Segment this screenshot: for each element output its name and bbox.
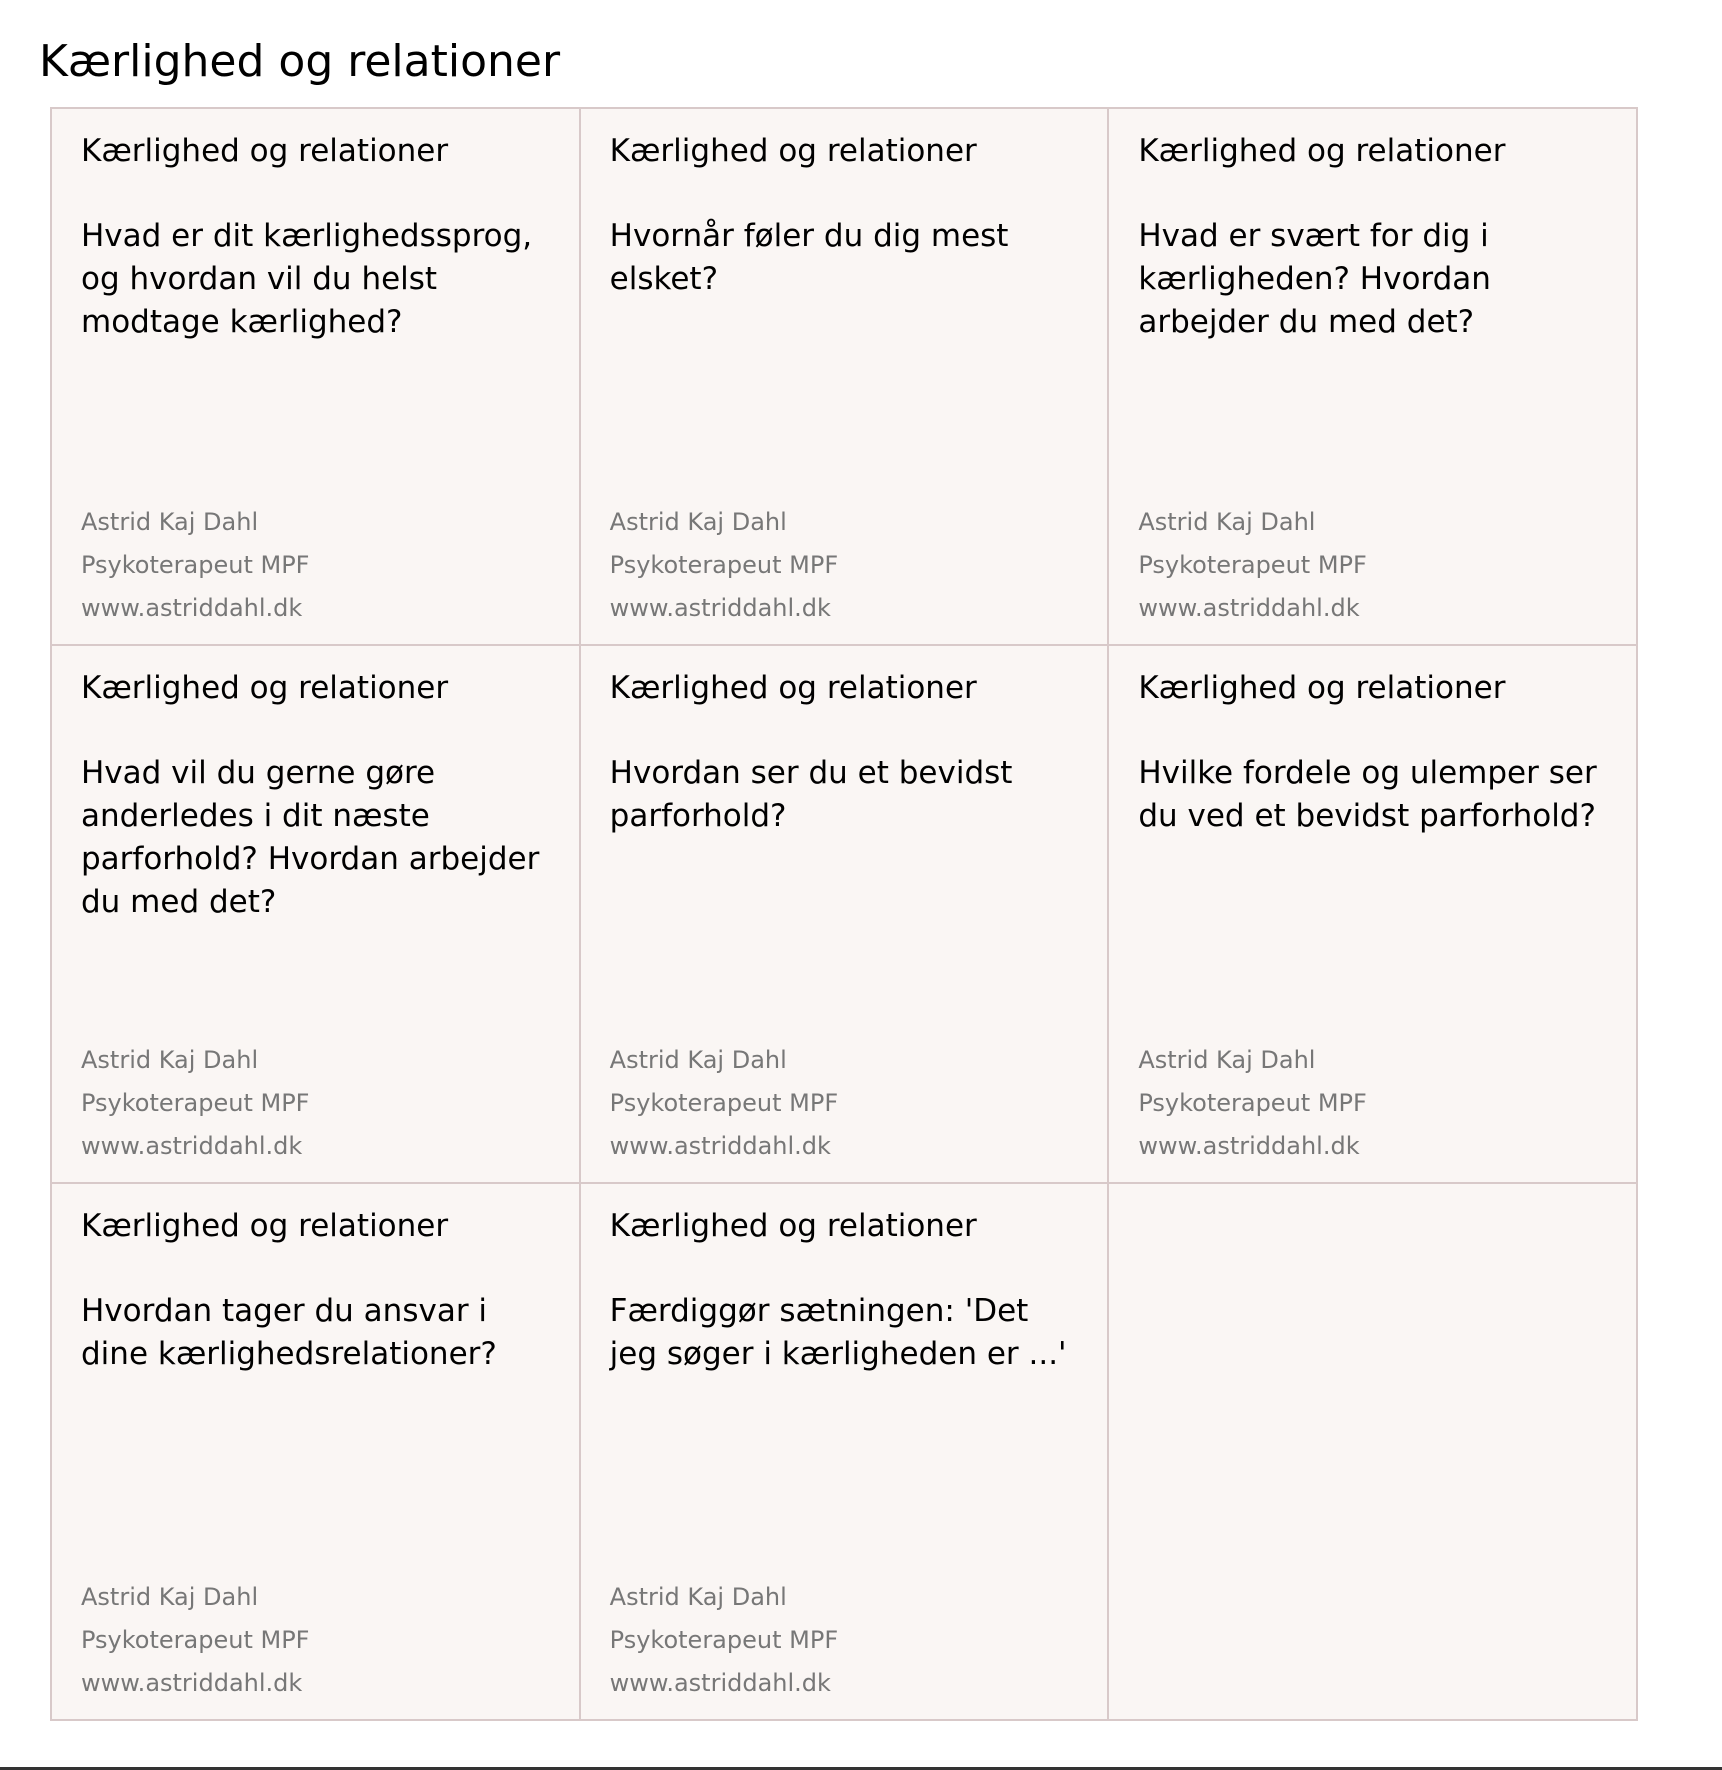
card-role: Psykoterapeut MPF <box>81 551 310 580</box>
card-role: Psykoterapeut MPF <box>81 1625 310 1654</box>
card-role: Psykoterapeut MPF <box>1138 1088 1367 1117</box>
card-heading: Kærlighed og relationer <box>1138 133 1506 169</box>
card-author: Astrid Kaj Dahl <box>81 1582 259 1611</box>
card-question: Hvad er svært for dig i kærligheden? Hvordan arbejder du med det? <box>1138 218 1491 340</box>
card-footer <box>1138 1039 1366 1168</box>
card-footer <box>81 501 309 630</box>
card-role: Psykoterapeut MPF <box>609 1088 839 1117</box>
card-question: Færdiggør sætningen: 'Det jeg søger i kærligheden er ...' <box>609 1292 1067 1372</box>
question-card <box>52 109 581 646</box>
card-grid <box>50 107 1638 1721</box>
card-author: Astrid Kaj Dahl <box>1138 508 1316 537</box>
card-author: Astrid Kaj Dahl <box>81 508 259 537</box>
question-card <box>1109 109 1638 646</box>
card-footer <box>1138 501 1366 630</box>
card-footer <box>610 1576 838 1705</box>
question-card <box>1109 646 1638 1183</box>
card-role: Psykoterapeut MPF <box>81 1088 310 1117</box>
card-author: Astrid Kaj Dahl <box>1138 1045 1316 1074</box>
card-footer <box>610 501 838 630</box>
card-author: Astrid Kaj Dahl <box>81 1045 259 1074</box>
card-website: www.astriddahl.dk <box>609 1131 831 1160</box>
card-role: Psykoterapeut MPF <box>609 551 839 580</box>
card-author: Astrid Kaj Dahl <box>609 1045 787 1074</box>
card-website: www.astriddahl.dk <box>81 1131 303 1160</box>
card-question: Hvad er dit kærlighedssprog, og hvordan vil du helst modtage kærlighed? <box>81 218 533 340</box>
question-card <box>581 646 1110 1183</box>
card-footer <box>610 1039 838 1168</box>
card-question: Hvordan ser du et bevidst parforhold? <box>609 755 1013 835</box>
empty-card <box>1109 1184 1638 1721</box>
card-heading: Kærlighed og relationer <box>81 1207 449 1244</box>
card-heading: Kærlighed og relationer <box>81 133 449 169</box>
question-card <box>581 109 1110 646</box>
card-website: www.astriddahl.dk <box>1138 594 1360 623</box>
card-heading: Kærlighed og relationer <box>1138 670 1506 707</box>
question-card <box>581 1184 1110 1721</box>
card-website: www.astriddahl.dk <box>1138 1131 1360 1160</box>
card-heading: Kærlighed og relationer <box>609 670 977 707</box>
question-card <box>52 646 581 1183</box>
card-heading: Kærlighed og relationer <box>81 670 449 707</box>
card-author: Astrid Kaj Dahl <box>609 1582 787 1611</box>
card-question: Hvordan tager du ansvar i dine kærlighedsrelationer? <box>81 1292 497 1372</box>
card-heading: Kærlighed og relationer <box>609 1207 977 1244</box>
card-role: Psykoterapeut MPF <box>1138 551 1367 580</box>
card-question: Hvornår føler du dig mest elsket? <box>609 218 1009 297</box>
card-website: www.astriddahl.dk <box>81 594 303 623</box>
card-question: Hvilke fordele og ulemper ser du ved et bevidst parforhold? <box>1138 755 1597 835</box>
card-role: Psykoterapeut MPF <box>609 1625 839 1654</box>
card-heading: Kærlighed og relationer <box>609 133 977 169</box>
card-footer <box>81 1576 309 1705</box>
question-card <box>52 1184 581 1721</box>
card-question: Hvad vil du gerne gøre anderledes i dit næste parforhold? Hvordan arbejder du med det? <box>81 755 540 921</box>
card-footer <box>81 1039 309 1168</box>
card-website: www.astriddahl.dk <box>609 594 831 623</box>
page-title: Kærlighed og relationer <box>39 36 561 87</box>
card-website: www.astriddahl.dk <box>609 1668 831 1697</box>
card-website: www.astriddahl.dk <box>81 1668 303 1697</box>
card-author: Astrid Kaj Dahl <box>609 508 787 537</box>
